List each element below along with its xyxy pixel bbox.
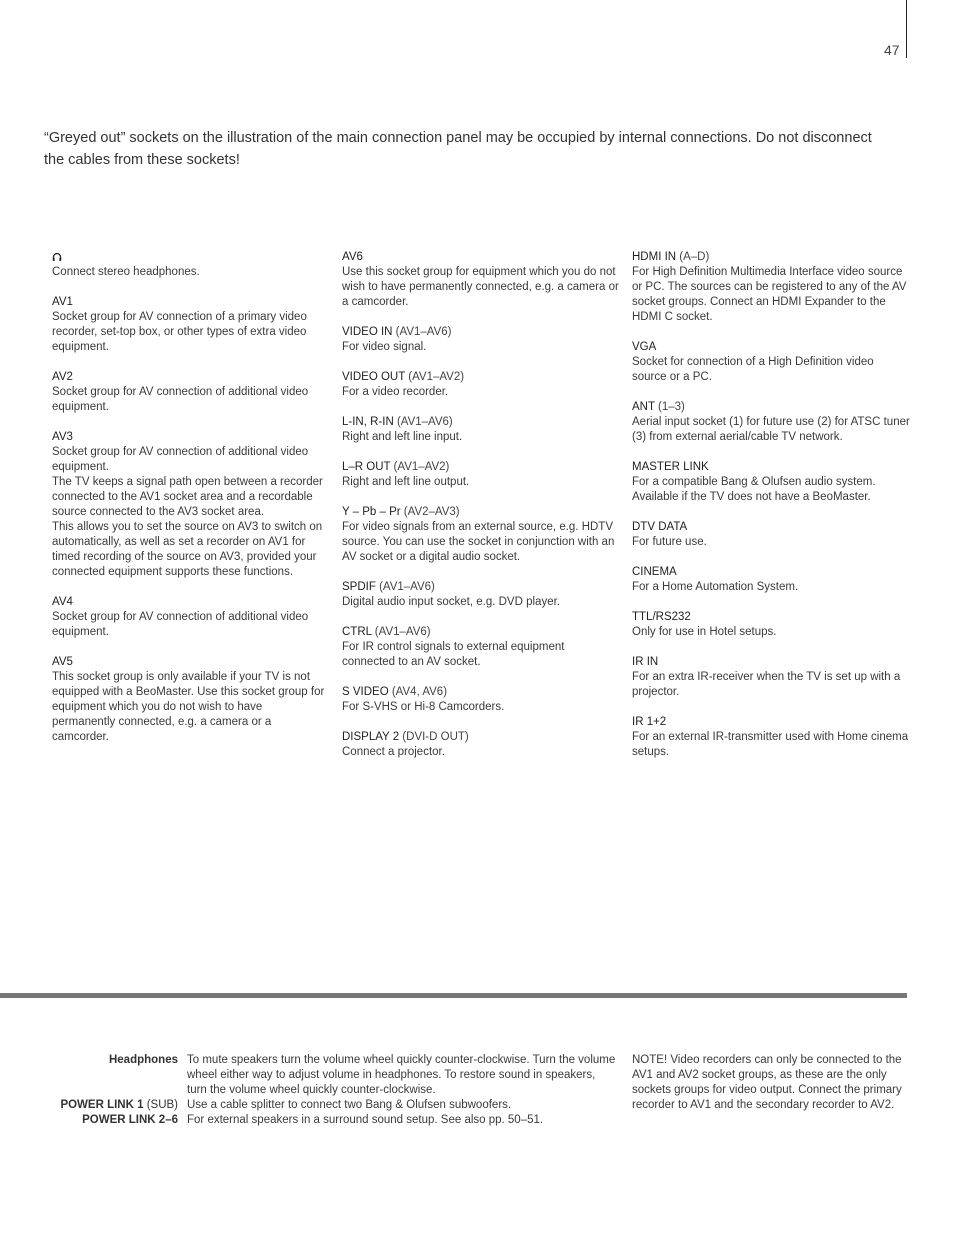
socket-name: AV4 xyxy=(52,596,73,608)
socket-name: VGA xyxy=(632,341,657,353)
socket-description: For video signals from an external source, e.g. HDTV source. You can use the socket in conjunction with an AV socket or a digital audio socket. xyxy=(342,521,615,563)
note-row xyxy=(52,1053,617,1098)
socket-entry xyxy=(342,460,620,490)
socket-heading xyxy=(342,250,620,265)
note-text: Use a cable splitter to connect two Bang & Olufsen subwoofers. xyxy=(187,1099,512,1111)
socket-name: IR 1+2 xyxy=(632,716,667,728)
socket-range: (AV1–AV2) xyxy=(390,461,450,473)
socket-entry xyxy=(632,715,910,760)
socket-entry xyxy=(342,730,620,760)
socket-description: Only for use in Hotel setups. xyxy=(632,626,777,638)
socket-name: DTV DATA xyxy=(632,521,688,533)
socket-description: Connect stereo headphones. xyxy=(52,266,200,278)
socket-description: For S-VHS or Hi-8 Camcorders. xyxy=(342,701,505,713)
socket-description: For an external IR-transmitter used with Home cinema setups. xyxy=(632,731,909,758)
socket-heading xyxy=(52,370,327,385)
note-label xyxy=(52,1113,187,1128)
socket-heading xyxy=(632,340,910,355)
socket-name: AV5 xyxy=(52,656,73,668)
socket-heading xyxy=(342,460,620,475)
socket-entry xyxy=(632,565,910,595)
note-label xyxy=(52,1098,187,1113)
socket-range: (AV1–AV6) xyxy=(393,416,453,428)
socket-entry xyxy=(632,250,910,325)
note-box: NOTE! Video recorders can only be connected to the AV1 and AV2 socket groups, as these are the only sockets groups for video output. Connect the primary recorder to AV1 and the secondary recorder to AV2. xyxy=(632,1054,902,1111)
socket-entry xyxy=(52,370,327,415)
note-label xyxy=(52,1053,187,1098)
socket-description: Digital audio input socket, e.g. DVD player. xyxy=(342,596,560,608)
socket-name: AV1 xyxy=(52,296,73,308)
socket-name: MASTER LINK xyxy=(632,461,709,473)
socket-entry xyxy=(342,580,620,610)
socket-description: Aerial input socket (1) for future use (2) for ATSC tuner (3) from external aerial/cable TV network. xyxy=(632,416,910,443)
socket-heading xyxy=(52,295,327,310)
socket-entry xyxy=(632,460,910,505)
socket-entry xyxy=(632,340,910,385)
socket-column-1 xyxy=(52,250,327,760)
socket-description: Right and left line input. xyxy=(342,431,463,443)
socket-description: For High Definition Multimedia Interface video source or PC. The sources can be registered to any of the AV socket groups. Connect an HDMI Expander to the HDMI C socket. xyxy=(632,266,907,323)
socket-entry xyxy=(632,655,910,700)
socket-entry xyxy=(52,295,327,355)
socket-description: Use this socket group for equipment which you do not wish to have permanently connected, e.g. a camera or a camcorder. xyxy=(342,266,619,308)
socket-name: Y – Pb – Pr xyxy=(342,506,401,518)
socket-description: Socket group for AV connection of additional video equipment. xyxy=(52,611,309,638)
socket-entry xyxy=(342,415,620,445)
socket-entry xyxy=(342,625,620,670)
note-label-text: POWER LINK 2–6 xyxy=(82,1114,178,1126)
socket-entry xyxy=(52,430,327,580)
note-label-text: Headphones xyxy=(108,1054,178,1066)
socket-heading xyxy=(632,520,910,535)
socket-name: HDMI IN xyxy=(632,251,677,263)
socket-column-3 xyxy=(632,250,910,775)
socket-entry xyxy=(342,685,620,715)
section-divider xyxy=(0,993,907,998)
socket-heading xyxy=(632,715,910,730)
socket-heading xyxy=(342,580,620,595)
intro-warning: “Greyed out” sockets on the illustration of the main connection panel may be occupied by internal connections. Do not disconnect the cables from these sockets! xyxy=(44,130,872,168)
socket-description: Connect a projector. xyxy=(342,746,445,758)
socket-entry xyxy=(52,655,327,745)
socket-heading xyxy=(52,595,327,610)
socket-column-2 xyxy=(342,250,620,775)
socket-name: ANT xyxy=(632,401,655,413)
note-label-suffix: (SUB) xyxy=(143,1099,178,1111)
socket-description: For a compatible Bang & Olufsen audio system. Available if the TV does not have a BeoMaster. xyxy=(632,476,876,503)
socket-description: For an extra IR-receiver when the TV is set up with a projector. xyxy=(632,671,901,698)
socket-description: For a video recorder. xyxy=(342,386,449,398)
socket-range: (AV4, AV6) xyxy=(388,686,448,698)
socket-heading xyxy=(342,370,620,385)
socket-name: VIDEO IN xyxy=(342,326,393,338)
socket-name: TTL/RS232 xyxy=(632,611,691,623)
socket-description: For a Home Automation System. xyxy=(632,581,799,593)
socket-range: (AV1–AV6) xyxy=(371,626,431,638)
socket-heading xyxy=(52,250,327,265)
note-text: For external speakers in a surround sound setup. See also pp. 50–51. xyxy=(187,1114,544,1126)
socket-entry xyxy=(52,595,327,640)
socket-name: CINEMA xyxy=(632,566,677,578)
socket-name: L-IN, R-IN xyxy=(342,416,394,428)
socket-description: Socket group for AV connection of a primary video recorder, set-top box, or other types of extra video equipment. xyxy=(52,311,307,353)
socket-entry xyxy=(342,325,620,355)
socket-range: (1–3) xyxy=(654,401,685,413)
note-row xyxy=(52,1113,617,1128)
socket-description: For IR control signals to external equipment connected to an AV socket. xyxy=(342,641,565,668)
socket-range: (DVI-D OUT) xyxy=(399,731,469,743)
socket-heading xyxy=(52,430,327,445)
socket-description: Socket for connection of a High Definition video source or a PC. xyxy=(632,356,874,383)
socket-description: Socket group for AV connection of additional video equipment. The TV keeps a signal path open between a recorder connected to the AV1 socket area and a recordable source connected to the AV3 socket area. This allows you to set the source on AV3 to switch on automatically, as well as set a recorder on AV1 for timed recording of the source on AV3, provided your connected equipment supports these functions. xyxy=(52,446,323,578)
socket-name: SPDIF xyxy=(342,581,376,593)
socket-name: S VIDEO xyxy=(342,686,389,698)
socket-description: For video signal. xyxy=(342,341,427,353)
socket-heading xyxy=(632,250,910,265)
socket-range: (AV1–AV6) xyxy=(375,581,435,593)
socket-range: (AV2–AV3) xyxy=(400,506,460,518)
socket-description: Right and left line output. xyxy=(342,476,470,488)
socket-heading xyxy=(342,415,620,430)
note-row xyxy=(52,1098,617,1113)
socket-description: This socket group is only available if your TV is not equipped with a BeoMaster. Use this socket group for equipment which you do not wish to have permanently connected, e.g. a camera or a camcorder. xyxy=(52,671,325,743)
socket-heading xyxy=(632,655,910,670)
socket-heading xyxy=(342,325,620,340)
page-number: 47 xyxy=(884,42,900,58)
socket-name: AV6 xyxy=(342,251,363,263)
socket-heading xyxy=(52,655,327,670)
headphones-icon xyxy=(52,252,62,262)
socket-entry xyxy=(342,370,620,400)
socket-name: AV2 xyxy=(52,371,73,383)
socket-entry xyxy=(632,610,910,640)
socket-heading xyxy=(632,565,910,580)
notes-table xyxy=(52,1053,617,1128)
socket-heading xyxy=(342,505,620,520)
socket-range: (AV1–AV2) xyxy=(405,371,465,383)
socket-entry xyxy=(632,520,910,550)
socket-entry xyxy=(52,250,327,280)
note-text: To mute speakers turn the volume wheel quickly counter-clockwise. Turn the volume wheel either way to adjust volume in headphones. To restore sound in speakers, turn the volume wheel quickly counter-clockwise. xyxy=(187,1054,616,1096)
socket-name: DISPLAY 2 xyxy=(342,731,400,743)
socket-heading xyxy=(342,730,620,745)
socket-description: For future use. xyxy=(632,536,707,548)
socket-entry xyxy=(342,505,620,565)
socket-heading xyxy=(342,625,620,640)
socket-heading xyxy=(632,610,910,625)
page-edge-rule xyxy=(906,0,907,58)
socket-heading xyxy=(632,460,910,475)
socket-range: (A–D) xyxy=(676,251,710,263)
socket-name: CTRL xyxy=(342,626,372,638)
socket-heading xyxy=(632,400,910,415)
socket-description: Socket group for AV connection of additional video equipment. xyxy=(52,386,309,413)
socket-name: VIDEO OUT xyxy=(342,371,406,383)
socket-entry xyxy=(632,400,910,445)
socket-name: IR IN xyxy=(632,656,659,668)
socket-entry xyxy=(342,250,620,310)
note-label-text: POWER LINK 1 xyxy=(60,1099,144,1111)
socket-range: (AV1–AV6) xyxy=(392,326,452,338)
socket-heading xyxy=(342,685,620,700)
socket-name: L–R OUT xyxy=(342,461,391,473)
socket-name: AV3 xyxy=(52,431,73,443)
